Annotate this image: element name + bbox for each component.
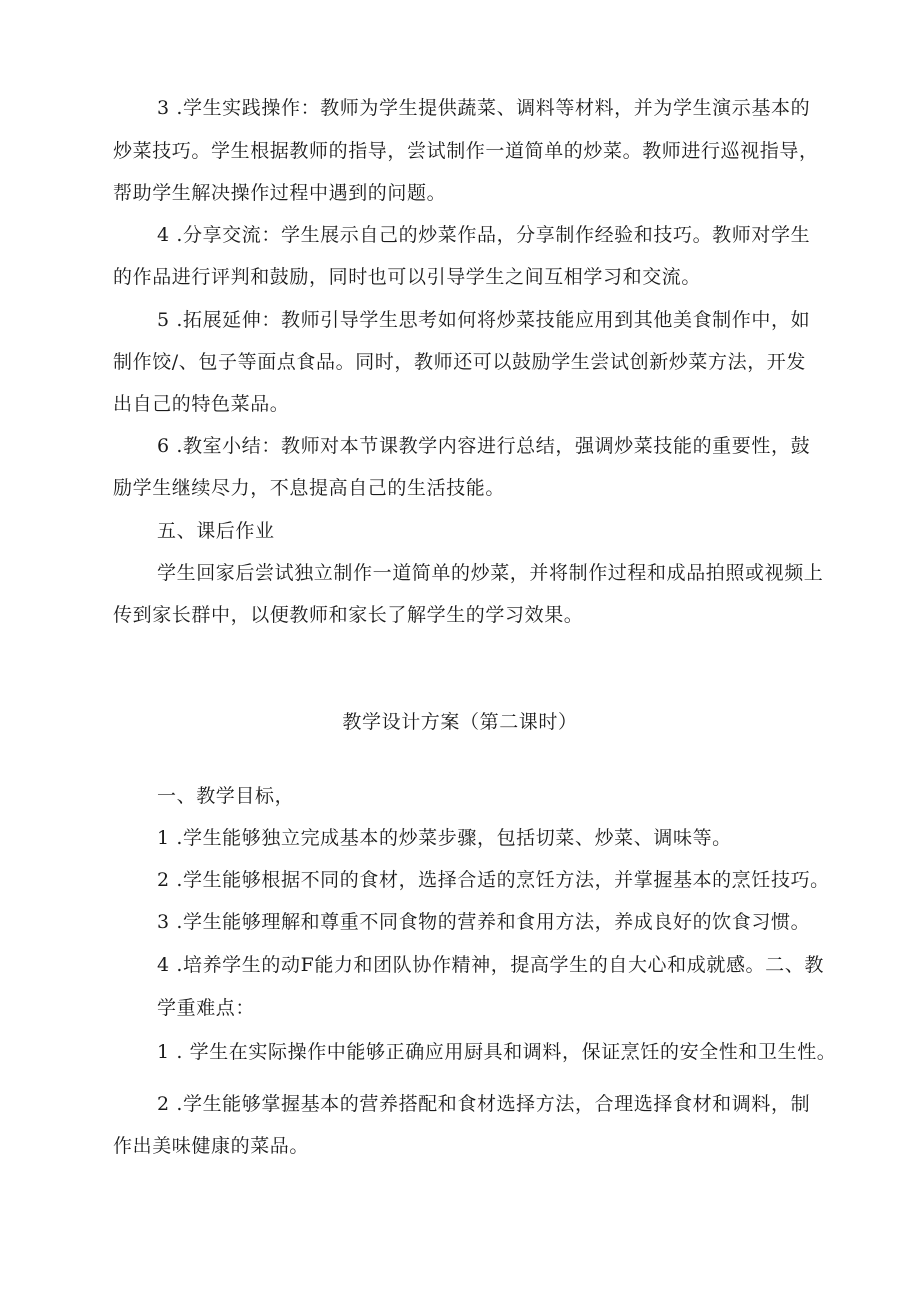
section-title: 教学设计方案（第二课时） [342,711,578,733]
item3-line2: 炒菜技巧。学生根据教师的指导，尝试制作一道简单的炒菜。教师进行巡视指导， [113,140,819,162]
item6-line1 [157,433,810,459]
homework-line2: 传到家长群中，以便教师和家长了解学生的学习效果。 [113,604,584,626]
key-point-1: 1 . 学生在实际操作中能够正确应用厨具和调料，保证烹饪的安全性和卫生性。 [157,1041,837,1063]
homework-heading: 五、课后作业 [157,520,275,542]
homework-line1: 学生回家后尝试独立制作一道简单的炒菜，并将制作过程和成品拍照或视频上 [157,562,824,584]
item4-number: 4 [157,224,170,246]
item5-text: .拓展延伸：教师引导学生思考如何将炒菜技能应用到其他美食制作中，如 [169,309,811,331]
item4-line2: 的作品进行评判和鼓励，同时也可以引导学生之间互相学习和交流。 [113,266,702,288]
item5-number: 5 [157,309,170,331]
item6-text: .教室小结：教师对本节课教学内容进行总结，强调炒菜技能的重要性，鼓 [169,435,811,457]
objectives-heading: 一、教学目标， [157,785,295,807]
item3-line3: 帮助学生解决操作过程中遇到的问题。 [113,182,447,204]
key-point-2-line2: 作出美味健康的菜品。 [113,1135,310,1157]
item4-line1 [157,222,810,248]
item5-line1 [157,307,810,333]
item6-line2: 励学生继续尽力，不息提高自己的生活技能。 [113,477,506,499]
objective-4-line1: 4 .培养学生的动F能力和团队协作精神，提高学生的自大心和成就感。二、教 [157,954,824,976]
item5-line2: 制作饺/、包子等面点食品。同时，教师还可以鼓励学生尝试创新炒菜方法，开发 [113,351,807,373]
item3-number: 3 [157,97,170,119]
key-point-2-line1: 2 .学生能够掌握基本的营养搭配和食材选择方法，合理选择食材和调料，制 [157,1093,811,1115]
objective-4-line2: 学重难点： [157,997,256,1019]
item3-line1 [157,95,810,121]
item4-text: .分享交流：学生展示自己的炒菜作品，分享制作经验和技巧。教师对学生 [169,224,811,246]
objective-1: 1 .学生能够独立完成基本的炒菜步骤，包括切菜、炒菜、调味等。 [157,827,732,849]
objective-3: 3 .学生能够理解和尊重不同食物的营养和食用方法，养成良好的饮食习惯。 [157,911,811,933]
item6-number: 6 [157,435,170,457]
objective-2: 2 .学生能够根据不同的食材，选择合适的烹饪方法，并掌握基本的烹饪技巧。 [157,869,830,891]
item3-text: .学生实践操作：教师为学生提供蔬菜、调料等材料，并为学生演示基本的 [169,97,811,119]
item5-line3: 出自己的特色菜品。 [113,393,290,415]
